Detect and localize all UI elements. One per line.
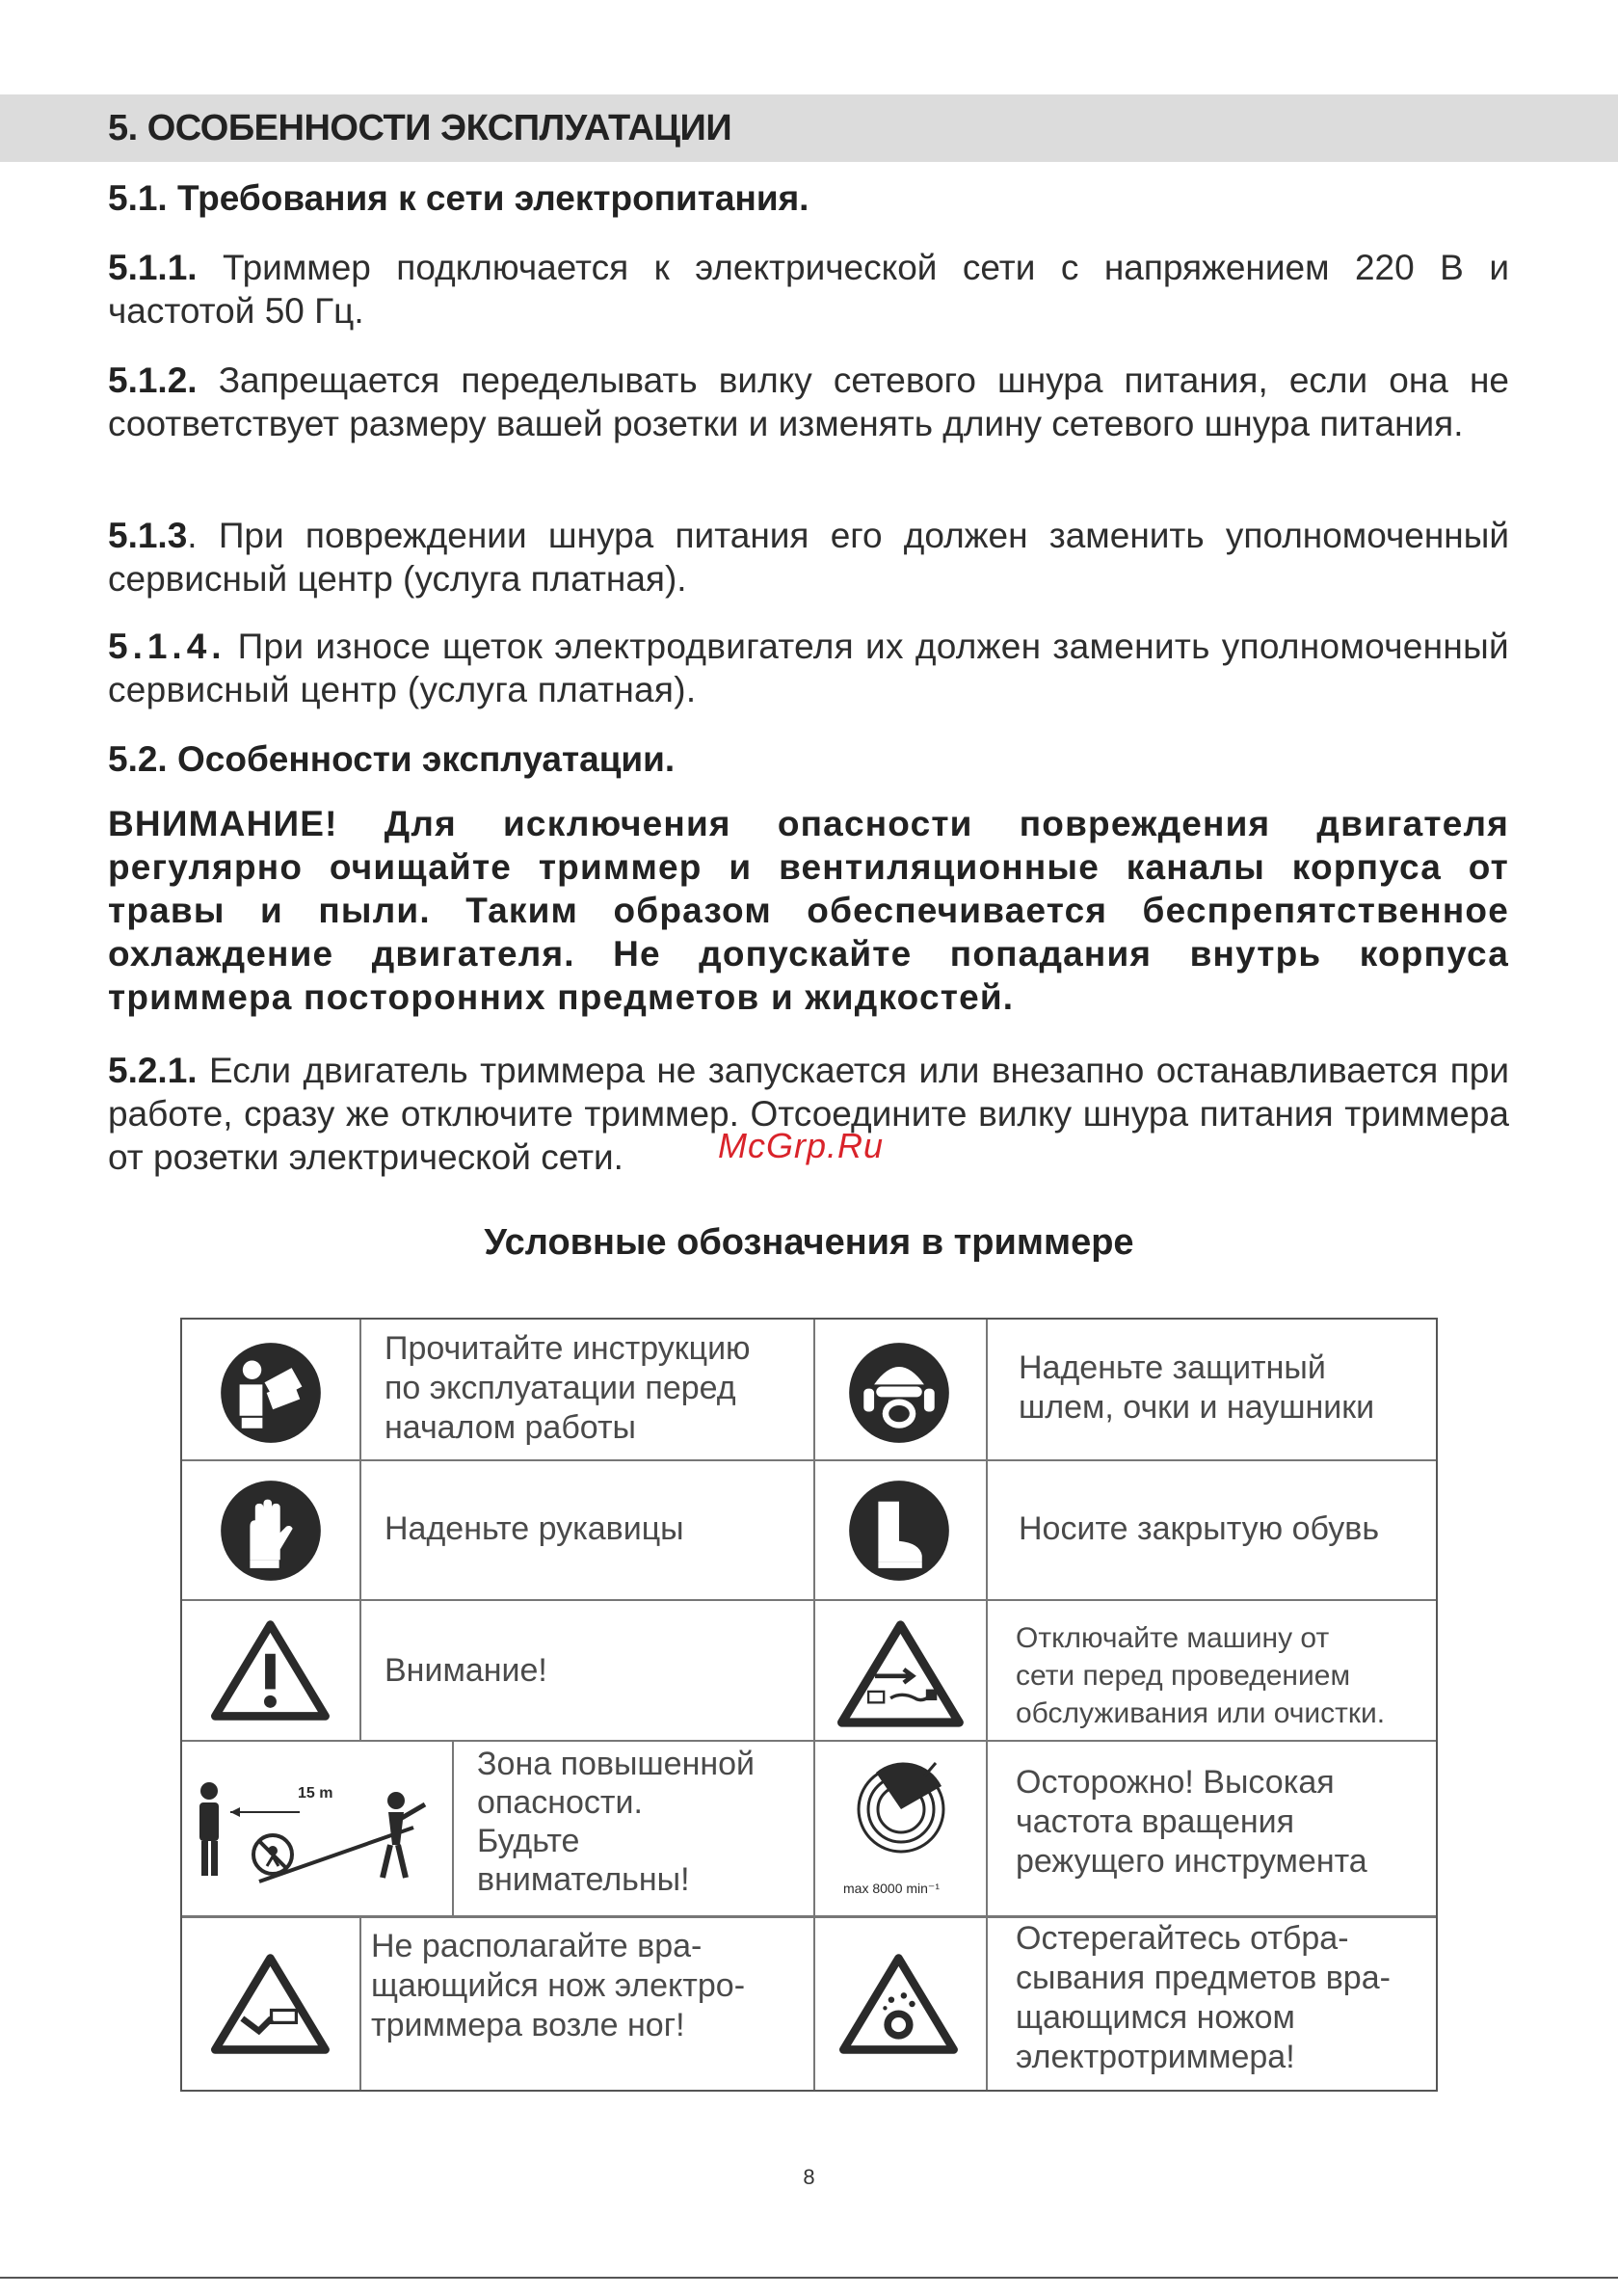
- table-col-divider: [359, 1320, 361, 1740]
- symbol-caption: Отключайте машину от сети перед проведением обслуживания или очистки.: [1016, 1622, 1386, 1729]
- blade-near-feet-icon: [211, 1952, 331, 2061]
- paragraph-number: 5.1.2.: [108, 360, 198, 400]
- table-row-divider: [182, 1915, 1436, 1918]
- symbol-caption: Остерегайтесь отбра- сывания предметов вра- щающимся ножом электротриммера!: [1016, 1920, 1391, 2075]
- symbols-table: [180, 1318, 1438, 2092]
- max-speed-label: max 8000 min⁻¹: [843, 1881, 940, 1896]
- page-number: 8: [803, 2165, 815, 2189]
- unplug-warning-icon: [837, 1618, 965, 1734]
- page-bottom-rule: [0, 2277, 1618, 2279]
- table-row-divider: [182, 1459, 1436, 1461]
- boots-icon: [847, 1479, 951, 1588]
- read-manual-icon: [219, 1341, 323, 1450]
- paragraph-number: 5.1.3: [108, 516, 188, 555]
- paragraph-text: . При повреждении шнура питания его должен заменить уполномоченный сервисный центр (услуга платная).: [108, 516, 1509, 599]
- subsection-heading-5-1: 5.1. Требования к сети электропитания.: [108, 178, 809, 218]
- table-col-divider: [813, 1320, 815, 2090]
- gloves-icon: [219, 1479, 323, 1588]
- watermark: McGrp.Ru: [718, 1126, 885, 1165]
- symbol-caption: Не располагайте вра- щающийся нож электро- триммера возле ног!: [371, 1928, 746, 2043]
- paragraph-text: Триммер подключается к электрической сети с напряжением 220 В и частотой 50 Гц.: [108, 248, 1509, 331]
- rotating-blade-icon: [847, 1753, 955, 1883]
- subsection-heading-5-2: 5.2. Особенности эксплуатации.: [108, 739, 676, 779]
- symbols-table-title: Условные обозначения в триммере: [484, 1222, 1134, 1263]
- paragraph-text: Запрещается переделывать вилку сетевого шнура питания, если она не соответствует размеру вашей розетки и изменять длину сетевого шнура питания.: [108, 360, 1509, 443]
- symbol-caption: Наденьте рукавицы: [385, 1510, 684, 1547]
- warning-paragraph: ВНИМАНИЕ! Для исключения опасности повреждения двигателя регулярно очищайте триммер и вентиляционные каналы корпуса от травы и пыли. Таким образом обеспечивается беспрепятственное охлаждение двигателя. Не допускайте попадания внутрь корпуса триммера посторонних предметов и жидкостей.: [108, 804, 1509, 1017]
- distance-label: 15 m: [298, 1785, 333, 1802]
- thrown-objects-icon: [839, 1952, 959, 2061]
- symbol-caption: Наденьте защитный шлем, очки и наушники: [1019, 1349, 1375, 1426]
- warning-triangle-icon: [211, 1618, 331, 1727]
- paragraph-text: Если двигатель триммера не запускается или внезапно останавливается при работе, сразу же отключите триммер. Отсоедините вилку шнура питания триммера от розетки электрической сети.: [108, 1051, 1509, 1177]
- paragraph-5-1-4: [108, 625, 1509, 711]
- section-title: 5. ОСОБЕННОСТИ ЭКСПЛУАТАЦИИ: [108, 108, 732, 148]
- table-row-divider: [182, 1740, 1436, 1742]
- paragraph-number: 5.1.4.: [108, 627, 226, 666]
- table-col-divider: [359, 1916, 361, 2090]
- table-col-divider: [452, 1740, 454, 1916]
- paragraph-number: 5.2.1.: [108, 1051, 198, 1090]
- symbol-caption: Осторожно! Высокая частота вращения режущего инструмента: [1016, 1764, 1367, 1880]
- helmet-goggles-earmuffs-icon: [847, 1341, 951, 1450]
- table-col-divider: [986, 1320, 988, 2090]
- paragraph-5-1-2: [108, 359, 1509, 445]
- symbol-caption: Прочитайте инструкцию по эксплуатации перед началом работы: [385, 1330, 751, 1446]
- table-row-divider: [182, 1599, 1436, 1601]
- paragraph-number: 5.1.1.: [108, 248, 198, 287]
- paragraph-5-1-1: [108, 246, 1509, 333]
- paragraph-5-1-3: [108, 514, 1509, 601]
- symbol-caption: Зона повышенной опасности. Будьте внимательны!: [477, 1746, 756, 1898]
- symbol-caption: Носите закрытую обувь: [1019, 1510, 1380, 1547]
- symbol-caption: Внимание!: [385, 1652, 547, 1689]
- paragraph-text: При износе щеток электродвигателя их должен заменить уполномоченный сервисный центр (услуга платная).: [108, 627, 1509, 709]
